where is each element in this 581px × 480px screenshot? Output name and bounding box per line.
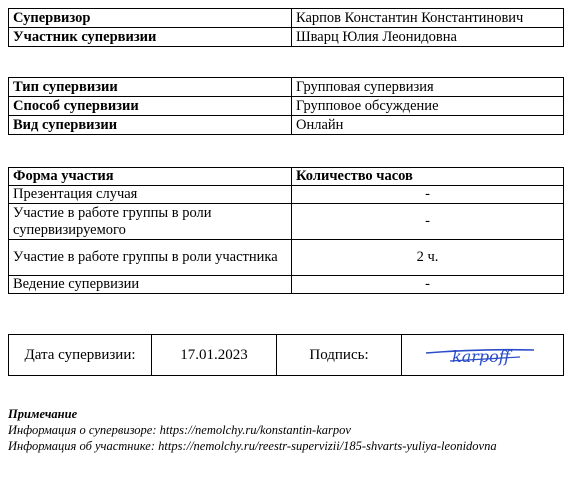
- notes-section: [8, 406, 568, 454]
- participation-hours-cell: -: [292, 186, 564, 204]
- participation-hours-cell: -: [292, 276, 564, 294]
- svg-text:karpoff: karpoff: [452, 347, 511, 366]
- participation-form-cell: Презентация случая: [9, 186, 292, 204]
- participation-form-cell: Участие в работе группы в роли участника: [9, 240, 292, 276]
- kind-label: Вид супервизии: [9, 116, 292, 135]
- supervisor-info-note: Информация о супервизоре: https://nemolchy.ru/konstantin-karpov: [8, 423, 351, 437]
- supervision-info-table: [8, 8, 564, 47]
- kind-value: Онлайн: [292, 116, 564, 135]
- participation-table: [8, 167, 564, 294]
- participation-header-row: [9, 168, 564, 186]
- participation-hours-cell: -: [292, 204, 564, 240]
- sign-label: Подпись:: [277, 335, 402, 376]
- participant-row: [9, 28, 564, 47]
- supervisor-label: Супервизор: [9, 9, 292, 28]
- supervisor-row: [9, 9, 564, 28]
- participant-info-note: Информация об участнике: https://nemolchy.ru/reestr-supervizii/185-shvarts-yuliya-leonidovna: [8, 439, 497, 453]
- table-row: [9, 204, 564, 240]
- date-value: 17.01.2023: [152, 335, 277, 376]
- participation-hours-cell: 2 ч.: [292, 240, 564, 276]
- kind-row: [9, 116, 564, 135]
- type-label: Тип супервизии: [9, 78, 292, 97]
- table-row: [9, 276, 564, 294]
- participation-form-cell: Ведение супервизии: [9, 276, 292, 294]
- notes-title: Примечание: [8, 407, 78, 421]
- signature-table: [8, 334, 564, 376]
- method-row: [9, 97, 564, 116]
- type-value: Групповая супервизия: [292, 78, 564, 97]
- participant-value: Шварц Юлия Леонидовна: [292, 28, 564, 47]
- col-form-header: Форма участия: [9, 168, 292, 186]
- method-value: Групповое обсуждение: [292, 97, 564, 116]
- signature-row: [9, 335, 564, 376]
- signature-cell: [402, 335, 564, 376]
- table-row: [9, 186, 564, 204]
- table-row: [9, 240, 564, 276]
- date-label: Дата супервизии:: [9, 335, 152, 376]
- supervisor-value: Карпов Константин Константинович: [292, 9, 564, 28]
- participant-label: Участник супервизии: [9, 28, 292, 47]
- participation-form-cell: Участие в работе группы в роли супервизируемого: [9, 204, 292, 240]
- type-row: [9, 78, 564, 97]
- signature-image: [406, 335, 559, 375]
- supervision-type-table: [8, 77, 564, 135]
- col-hours-header: Количество часов: [292, 168, 564, 186]
- method-label: Способ супервизии: [9, 97, 292, 116]
